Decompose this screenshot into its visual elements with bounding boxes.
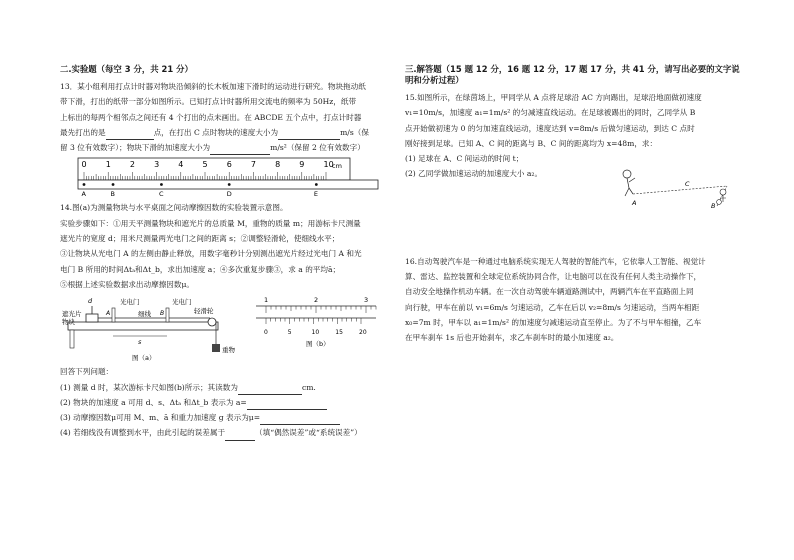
q13-line-1: 13．某小组利用打点计时器对物块沿倾斜的长木板加速下滑时的运动进行研究。物块拖动纸 — [60, 82, 366, 91]
q16-line-4: 向行驶，甲车在前以 v₁=6m/s 匀速运动，乙车在后以 v₂=8m/s 匀速运动，当两车相距 — [405, 302, 700, 312]
ruler-number: 0 — [81, 160, 87, 170]
figure-a-caption: 图（a） — [132, 354, 156, 363]
ruler-number: 7 — [250, 160, 256, 170]
ball-icon — [717, 199, 722, 204]
label-s: s — [138, 338, 142, 347]
player-a-icon — [623, 170, 635, 196]
tape-point — [112, 184, 115, 187]
label-shade: 遮光片 — [62, 310, 82, 319]
q13-line-4 — [60, 125, 394, 140]
q15-question-2: (2) 乙同学做加速运动的加速度大小 a₂。 — [405, 169, 543, 179]
q15-line-4: 刚好接到足球。已知 A、C 间的距离与 B、C 间的距离均为 x=48m，求： — [405, 138, 658, 148]
q14-a2-text: (2) 物块的加速度 a 可用 d、s、Δtₐ 和Δt_b 表示为 a= — [60, 397, 247, 407]
q13-line-4b: 点，在打出 C 点时物块的速度大小为 — [153, 127, 279, 137]
table-leg — [70, 330, 74, 348]
label-block: 物块 — [62, 318, 75, 327]
vernier-numbers — [264, 329, 367, 336]
q14-answer-intro: 回答下列问题： — [60, 367, 114, 377]
q13-line-5a: 留 3 位有效数字）；物块下滑的加速度大小为 — [60, 143, 211, 153]
label-pulley: 轻滑轮 — [194, 307, 214, 316]
tape-point — [315, 184, 318, 187]
block — [86, 314, 98, 322]
vernier-number: 15 — [335, 329, 343, 337]
apparatus-figures — [60, 292, 394, 362]
main-scale-number: 1 — [264, 296, 269, 305]
q14-line-1: 14.图(a)为测量物块与水平桌面之间动摩擦因数的实验装置示意图。 — [60, 203, 288, 213]
q13-line-5 — [60, 140, 394, 155]
q13-line-3: 上标出的每两个相邻点之间还有 4 个打出的点未画出。在 ABCDE 五个点中，打点计时器 — [60, 112, 362, 122]
q14-line-3: 遮光片的宽度 d；用米尺测量两光电门之间的距离 s；②调整轻滑轮，使细线水平； — [60, 234, 340, 244]
tape-point — [160, 184, 163, 187]
table-top — [68, 322, 218, 330]
q14-a1-unit: cm. — [301, 382, 316, 392]
vernier-number: 0 — [264, 329, 268, 337]
answer-blank[interactable] — [225, 430, 255, 441]
answer-blank[interactable] — [238, 384, 302, 395]
figure-b-caption: 图（b） — [306, 340, 330, 349]
main-scale-ticks — [266, 306, 376, 313]
q16-line-6: 在甲车刹车 1s 后也开始刹车，求乙车刹车时的最小加速度 a₂。 — [405, 333, 619, 343]
left-column — [60, 64, 394, 441]
q14-line-4: ③让物块从光电门 A 的左侧由静止释放，用数字毫秒计分别测出遮光片经过光电门 A 和光 — [60, 249, 362, 259]
vernier-ticks — [266, 318, 361, 324]
q14-line-5: 电门 B 所用的时间Δtₐ和Δt_b，求出加速度 a；④多次重复步骤③，求 a 的平均ā； — [60, 264, 341, 274]
tape-point — [83, 184, 86, 187]
section-title-solve-2: 明和分析过程） — [405, 75, 464, 85]
main-scale-numbers — [264, 296, 368, 304]
q14-a4-hint: （填“偶然误差”或“系统误差”） — [255, 428, 362, 438]
ruler-number: 4 — [178, 160, 184, 170]
q14-a4-text: (4) 若细线没有调整到水平，由此引起的误差属于 — [60, 428, 226, 438]
player-b-icon — [720, 189, 726, 202]
answer-space — [405, 210, 741, 254]
q13-line-4c: m/s（保 — [340, 127, 369, 137]
vernier-number: 5 — [287, 329, 292, 337]
q13-line-4a: 最先打出的是 — [60, 127, 106, 137]
path-ac — [633, 186, 727, 194]
gate-b — [166, 308, 169, 322]
ruler-number: 6 — [226, 160, 232, 170]
ruler-number: 10 — [323, 160, 334, 170]
ruler-number: 5 — [202, 160, 208, 170]
ruler-number: 9 — [299, 160, 305, 170]
q13-line-5b: m/s²（保留 2 位有效数字） — [270, 143, 365, 153]
q15-question-1: (1) 足球在 A、C 间运动的时间 t； — [405, 154, 524, 164]
q14-line-6: ⑤根据上述实验数据求出动摩擦因数μ。 — [60, 279, 195, 289]
vernier-number: 20 — [359, 329, 367, 337]
pulley — [208, 318, 216, 326]
q14-answer-2 — [60, 395, 394, 410]
ruler-unit: cm — [332, 162, 342, 171]
right-column — [405, 64, 741, 346]
label-point-b: B — [711, 201, 716, 210]
tape-point-label: E — [313, 190, 318, 198]
answer-blank[interactable] — [210, 144, 270, 155]
tape-point — [228, 184, 231, 187]
q15-line-3: 点开始做初速为 0 的匀加速直线运动，速度达到 v=8m/s 后做匀速运动，到达 C 点时 — [405, 123, 695, 133]
q15-line-1: 15.如图所示，在绿茵场上，甲同学从 A 点将足球沿 AC 方向踢出，足球沿地面做初速度 — [405, 93, 702, 102]
q16-line-3: 自动安全地操作机动车辆。在一次自动驾驶车辆道路测试中，两辆汽车在平直路面上同 — [405, 287, 694, 297]
figure-a — [62, 297, 236, 362]
label-d: d — [88, 297, 93, 306]
section-title-solve-1: 三.解答题（15 题 12 分，16 题 12 分，17 题 17 分，共 41 分，请写出必要的文字说 — [405, 64, 740, 74]
label-point-a: A — [632, 198, 637, 207]
main-scale-number: 2 — [314, 296, 319, 305]
q14-answer-3 — [60, 410, 394, 425]
label-thread: 细线 — [138, 310, 151, 319]
weight — [212, 344, 220, 352]
label-point-c: C — [685, 179, 690, 188]
label-gate1: 光电门 — [120, 298, 140, 307]
ruler-number: 8 — [275, 160, 281, 170]
tape-point-label: C — [158, 190, 164, 198]
label-a: A — [106, 310, 111, 318]
q13-line-2: 带下滑，打出的纸带一部分如图所示。已知打点计时器所用交流电的频率为 50Hz，纸带 — [60, 97, 357, 107]
vernier-number: 10 — [311, 329, 320, 337]
q14-answer-1 — [60, 380, 394, 395]
answer-blank[interactable] — [247, 399, 327, 410]
label-gate2: 光电门 — [172, 298, 192, 307]
q14-answer-4 — [60, 425, 394, 440]
section-title-experiment: 二.实验题（每空 3 分，共 21 分） — [60, 64, 193, 74]
q14-a1-text: (1) 测量 d 时，某次游标卡尺如图(b)所示；其读数为 — [60, 382, 238, 392]
answer-blank[interactable] — [260, 414, 340, 425]
ruler-number: 1 — [105, 160, 111, 170]
q16-line-5: x₀=7m 时，甲车以 a₁=1m/s² 的加速度匀减速运动直至停止。为了不与甲车相撞，乙车 — [405, 317, 702, 327]
q14-line-2: 实验步骤如下：①用天平测量物块和遮光片的总质量 M，重物的质量 m；用游标卡尺测量 — [60, 218, 361, 228]
answer-blank[interactable] — [278, 129, 340, 140]
ruler-number: 3 — [154, 160, 160, 170]
main-scale-number: 3 — [364, 296, 369, 305]
ruler-number: 2 — [129, 160, 135, 170]
label-b: B — [160, 310, 165, 318]
label-weight: 重物 — [222, 346, 235, 355]
q16-line-2: 算、雷达、监控装置和全球定位系统协同合作，让电脑可以在没有任何人类主动操作下， — [405, 272, 702, 282]
answer-blank[interactable] — [106, 129, 154, 140]
tape-point-label: A — [81, 190, 86, 198]
q15-line-2: v₁=10m/s，加速度 a₁=1m/s² 的匀减速直线运动。在足球被踢出的同时，乙同学从 B — [405, 108, 696, 118]
ruler-tape-figure — [60, 157, 394, 197]
gate-a — [112, 308, 115, 322]
tape-point-label: B — [110, 190, 116, 198]
q14-a3-text: (3) 动摩擦因数μ可用 M、m、ā 和重力加速度 g 表示为μ= — [60, 413, 261, 423]
tape-point-label: D — [226, 190, 232, 198]
q16-line-1: 16.自动驾驶汽车是一种通过电脑系统实现无人驾驶的智能汽车，它依靠人工智能、视觉计 — [405, 256, 706, 266]
figure-b — [256, 296, 376, 348]
